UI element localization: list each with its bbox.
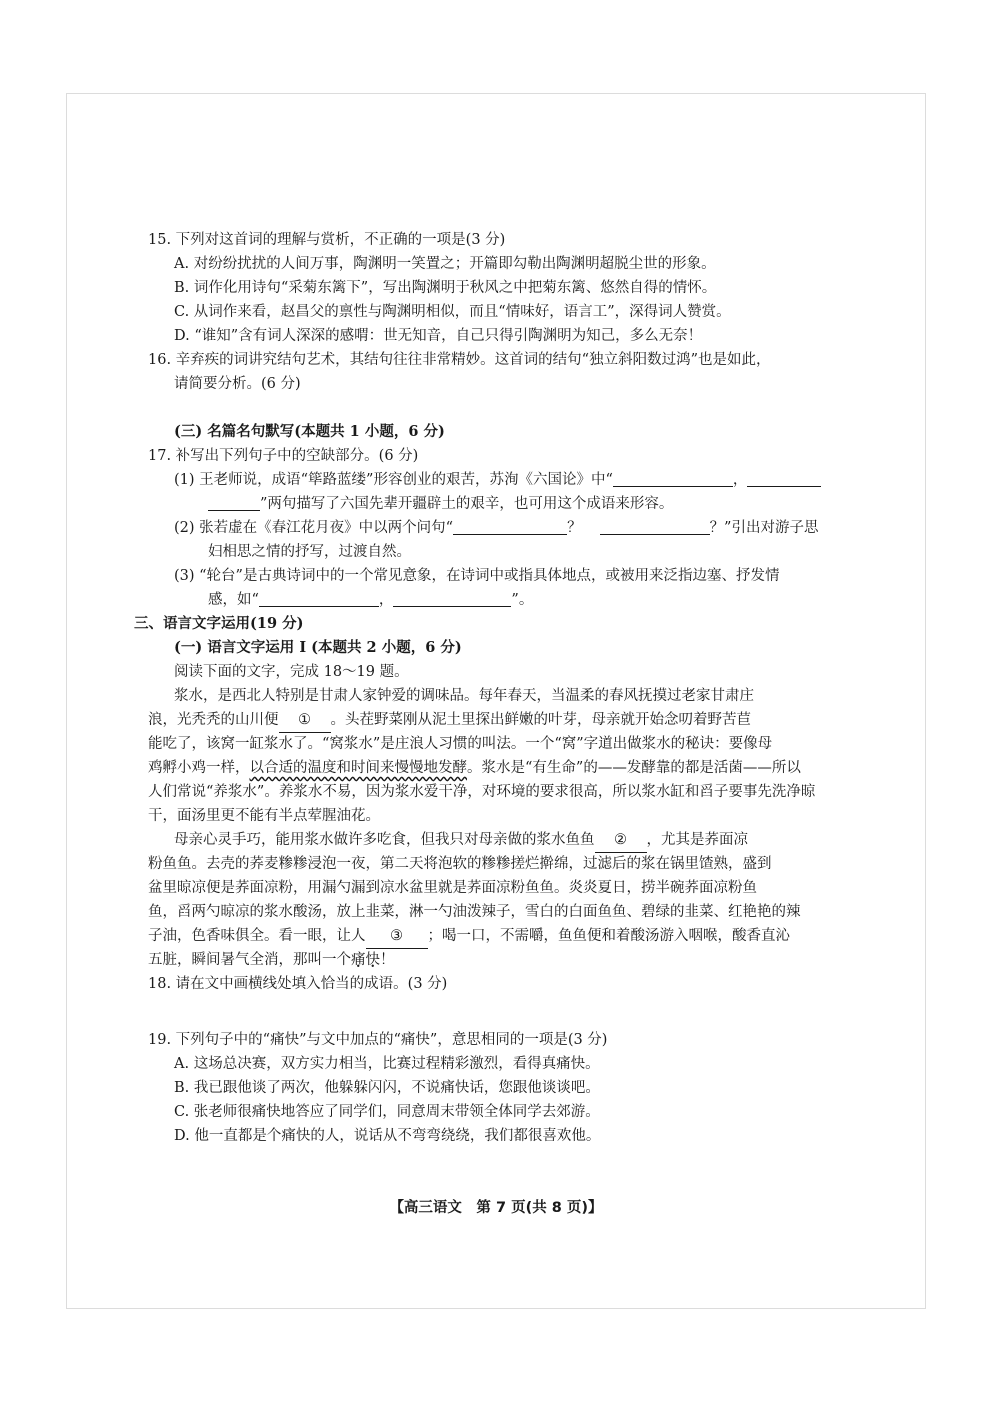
passage-line: 子油，色香味俱全。看一眼，让人 ③ ；喝一口，不需嚼，鱼鱼便和着酸汤游入咽喉，酸香直沁 — [148, 924, 848, 948]
q19-option-c: C. 张老师很痛快地答应了同学们，同意周末带领全体同学去郊游。 — [174, 1104, 600, 1120]
section3-heading: (三) 名篇名句默写(本题共 1 小题，6 分) — [174, 423, 445, 440]
dotted-char: 痛 — [351, 952, 366, 968]
q17-item3-line1: (3) “轮台”是古典诗词中的一个常见意象，在诗词中或指具体地点，或被用来泛指边塞、抒发情 — [174, 568, 780, 584]
q19-option-a: A. 这场总决赛，双方实力相当，比赛过程精彩激烈，看得真痛快。 — [174, 1056, 600, 1072]
blank-2: ② — [595, 828, 647, 853]
blank-1: ① — [279, 708, 331, 733]
q17-item2-line1: (2) 张若虚在《春江花月夜》中以两个问句“ ？ ？”引出对游子思 — [174, 520, 819, 536]
passage-line: 盆里晾凉便是荞面凉粉，用漏勺漏到凉水盆里就是荞面凉粉鱼鱼。炎炎夏日，捞半碗荞面凉粉鱼 — [148, 880, 757, 896]
q19-stem: 19. 下列句子中的“痛快”与文中加点的“痛快”，意思相同的一项是(3 分) — [148, 1032, 608, 1048]
passage-line: 浆水，是西北人特别是甘肃人家钟爱的调味品。每年春天，当温柔的春风抚摸过老家甘肃庄 — [174, 688, 754, 704]
blank-3: ③ — [366, 924, 428, 949]
q17-item1-line2: ”两句描写了六国先辈开疆辟土的艰辛，也可用这个成语来形容。 — [148, 492, 848, 516]
q19-option-b: B. 我已跟他谈了两次，他躲躲闪闪，不说痛快话，您跟他谈谈吧。 — [174, 1080, 600, 1096]
q15-option-a: A. 对纷纷扰扰的人间万事，陶渊明一笑置之；开篇即勾勒出陶渊明超脱尘世的形象。 — [174, 256, 716, 272]
dotted-char: 快 — [365, 952, 380, 968]
passage-line: 人们常说“养浆水”。养浆水不易，因为浆水爱干净，对环境的要求很高，所以浆水缸和舀子要事先洗净晾 — [148, 784, 816, 800]
q17-stem: 17. 补写出下列句子中的空缺部分。(6 分) — [148, 448, 419, 464]
reading-intro: 阅读下面的文字，完成 18～19 题。 — [174, 664, 409, 680]
passage-line: 母亲心灵手巧，能用浆水做许多吃食，但我只对母亲做的浆水鱼鱼 ② ，尤其是荞面凉 — [148, 828, 848, 852]
q16-stem-line2: 请简要分析。(6 分) — [174, 376, 301, 392]
q15-option-b: B. 词作化用诗句“采菊东篱下”，写出陶渊明于秋风之中把菊东篱、悠然自得的情怀。 — [174, 280, 717, 296]
answer-blank — [393, 590, 511, 607]
wavy-underlined-phrase: 以合适的温度和时间来慢慢地发酵 — [249, 760, 467, 776]
passage-line: 浪，光秃秃的山川便 ① 。头茬野菜刚从泥土里探出鲜嫩的叶芽，母亲就开始念叨着野苦苣 — [148, 708, 848, 732]
passage-line: 五脏，瞬间暑气全消，那叫一个痛快！ — [148, 952, 395, 968]
exam-content — [134, 228, 848, 1148]
page-footer: 【高三语文 第 7 页(共 8 页)】 — [389, 1200, 603, 1216]
answer-blank — [747, 470, 821, 487]
passage-line: 粉鱼鱼。去壳的荞麦糁糁浸泡一夜，第二天将泡软的糁糁搓烂擀绵，过滤后的浆在锅里馇熟，盛到 — [148, 856, 772, 872]
q17-item1-line1: (1) 王老师说，成语“筚路蓝缕”形容创业的艰苦，苏洵《六国论》中“ ， — [148, 468, 848, 492]
passage-line: 能吃了，该窝一缸浆水了。“窝浆水”是庄浪人习惯的叫法。一个“窝”字道出做浆水的秘诀：要像母 — [148, 736, 773, 752]
part3-subheading: (一) 语言文字运用 I (本题共 2 小题，6 分) — [174, 639, 462, 656]
part3-heading: 三、语言文字运用(19 分) — [134, 615, 304, 632]
q17-item2-line2: 妇相思之情的抒写，过渡自然。 — [208, 544, 411, 560]
q18-stem: 18. 请在文中画横线处填入恰当的成语。(3 分) — [148, 976, 448, 992]
passage-line: 干，面汤里更不能有半点荤腥油花。 — [148, 808, 380, 824]
answer-blank — [613, 470, 733, 487]
passage-line: 鸡孵小鸡一样，以合适的温度和时间来慢慢地发酵。浆水是“有生命”的——发酵靠的都是活菌——所以 — [148, 760, 801, 776]
passage-line: 鱼，舀两勺晾凉的浆水酸汤，放上韭菜，淋一勺油泼辣子，雪白的白面鱼鱼、碧绿的韭菜、红艳艳的辣 — [148, 904, 801, 920]
q16-stem-line1: 16. 辛弃疾的词讲究结句艺术，其结句往往非常精妙。这首词的结句“独立斜阳数过鸿”也是如此， — [148, 352, 771, 368]
q19-option-d: D. 他一直都是个痛快的人，说话从不弯弯绕绕，我们都很喜欢他。 — [174, 1128, 601, 1144]
q17-item3-line2: 感，如“ ， ”。 — [208, 592, 534, 608]
answer-blank — [208, 494, 260, 511]
q15-stem: 15. 下列对这首词的理解与赏析，不正确的一项是(3 分) — [148, 232, 506, 248]
answer-blank — [259, 590, 379, 607]
q15-option-c: C. 从词作来看，赵昌父的禀性与陶渊明相似，而且“情味好，语言工”，深得词人赞赏。 — [174, 304, 731, 320]
answer-blank — [453, 518, 567, 535]
q15-option-d: D. “谁知”含有词人深深的感喟：世无知音，自己只得引陶渊明为知己，多么无奈！ — [174, 328, 703, 344]
answer-blank — [600, 518, 710, 535]
